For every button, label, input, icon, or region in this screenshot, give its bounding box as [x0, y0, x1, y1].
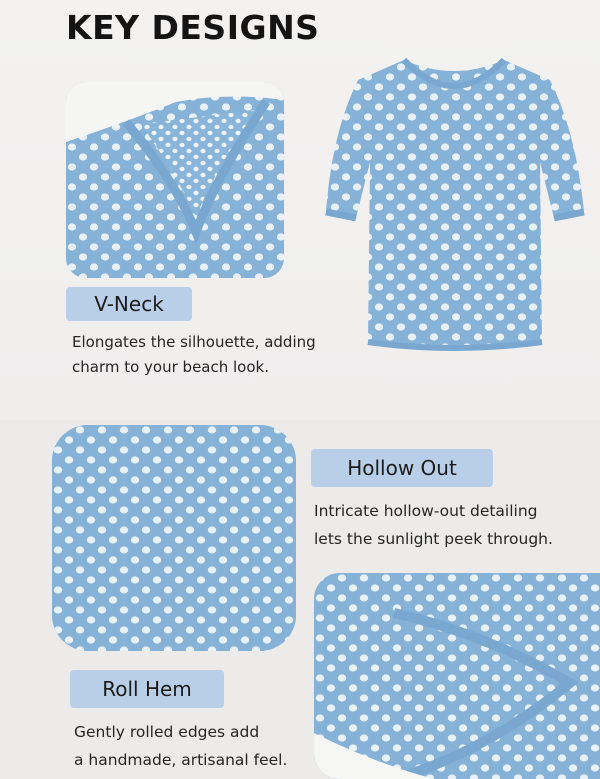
- vneck-description: Elongates the silhouette, adding charm to your beach look.: [72, 333, 316, 376]
- roll-hem-closeup-image: [314, 573, 600, 779]
- page-title: KEY DESIGNS: [66, 8, 320, 47]
- roll-hem-label: Roll Hem: [70, 670, 224, 708]
- hollow-out-closeup-image: [52, 425, 296, 651]
- vneck-label: V-Neck: [66, 287, 192, 321]
- roll-hem-description: Gently rolled edges add a handmade, artisanal feel.: [74, 723, 288, 769]
- hollow-out-label: Hollow Out: [311, 449, 493, 487]
- vneck-closeup-image: [66, 82, 284, 278]
- sweater-full-image: [318, 52, 590, 354]
- hollow-out-description: Intricate hollow-out detailing lets the sunlight peek through.: [314, 502, 553, 548]
